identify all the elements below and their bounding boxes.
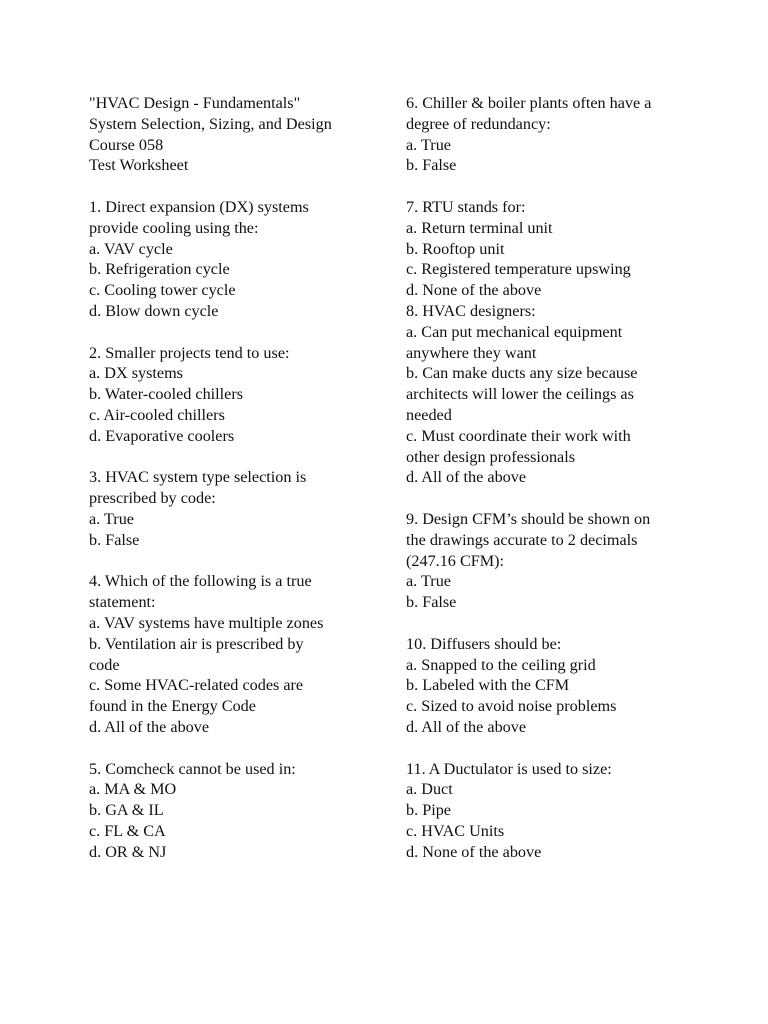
answer-option-text: b. Water-cooled chillers (89, 385, 244, 404)
left-question-list (89, 197, 389, 863)
spacer (406, 176, 706, 197)
answer-option (406, 821, 706, 842)
question-text: 4. Which of the following is a true (89, 572, 312, 591)
answer-option (89, 634, 389, 676)
answer-option-text: a. Return terminal unit (406, 218, 553, 237)
answer-option (89, 779, 389, 800)
answer-option-text: needed (406, 405, 452, 424)
answer-option-text: d. None of the above (406, 842, 542, 861)
question-text: 3. HVAC system type selection is (89, 468, 307, 487)
answer-option (89, 613, 389, 634)
answer-option (406, 571, 706, 592)
spacer (406, 488, 706, 509)
answer-option-text: a. True (406, 135, 451, 154)
answer-option (406, 592, 706, 613)
answer-option-text: a. Snapped to the ceiling grid (406, 655, 596, 674)
answer-option (406, 696, 706, 717)
question-9 (406, 509, 706, 613)
answer-option (406, 135, 706, 156)
answer-option-text: d. All of the above (89, 717, 210, 736)
answer-option (89, 384, 389, 405)
spacer (89, 551, 389, 572)
answer-option-text: d. Blow down cycle (89, 301, 219, 320)
question-text: 7. RTU stands for: (406, 197, 526, 216)
worksheet-header (89, 93, 389, 176)
spacer (89, 738, 389, 759)
question-text: 8. HVAC designers: (406, 301, 536, 320)
answer-option (406, 467, 706, 488)
answer-option-text: c. FL & CA (89, 821, 166, 840)
answer-option (89, 280, 389, 301)
answer-option-text: c. Registered temperature upswing (406, 260, 631, 279)
question-8 (406, 301, 706, 488)
answer-option-text: b. Pipe (406, 801, 451, 820)
answer-option-text: c. HVAC Units (406, 821, 505, 840)
answer-option-text: d. All of the above (406, 468, 527, 487)
answer-option-text: b. GA & IL (89, 801, 164, 820)
question-7 (406, 197, 706, 301)
answer-option-text: a. Duct (406, 780, 453, 799)
question-text: 9. Design CFM’s should be shown on (406, 509, 651, 528)
answer-option (406, 426, 706, 468)
answer-option-text: a. VAV cycle (89, 239, 173, 258)
answer-option-text: architects will lower the ceilings as (406, 385, 634, 404)
answer-option-text: a. True (406, 572, 451, 591)
question-2 (89, 343, 389, 447)
question-11 (406, 759, 706, 863)
spacer (406, 738, 706, 759)
answer-option (406, 675, 706, 696)
answer-option (406, 800, 706, 821)
question-6 (406, 93, 706, 176)
question-1 (89, 197, 389, 322)
answer-option (406, 155, 706, 176)
course-subtitle: System Selection, Sizing, and Design (89, 114, 332, 133)
question-text: the drawings accurate to 2 decimals (406, 530, 638, 549)
answer-option-text: a. True (89, 509, 134, 528)
answer-option-text: a. MA & MO (89, 780, 177, 799)
answer-option (89, 363, 389, 384)
question-text: 10. Diffusers should be: (406, 634, 562, 653)
answer-option (406, 717, 706, 738)
answer-option-text: b. Refrigeration cycle (89, 260, 230, 279)
left-column (89, 93, 389, 862)
answer-option-text: d. None of the above (406, 281, 542, 300)
answer-option (406, 259, 706, 280)
answer-option (406, 779, 706, 800)
answer-option-text: d. Evaporative coolers (89, 426, 235, 445)
answer-option-text: a. DX systems (89, 364, 183, 383)
question-text: 11. A Ductulator is used to size: (406, 759, 612, 778)
answer-option-text: a. VAV systems have multiple zones (89, 613, 324, 632)
spacer (89, 447, 389, 468)
question-5 (89, 759, 389, 863)
answer-option-text: b. False (406, 593, 457, 612)
spacer (89, 176, 389, 197)
answer-option (406, 363, 706, 425)
question-text: (247.16 CFM): (406, 551, 505, 570)
course-title: "HVAC Design - Fundamentals" (89, 94, 301, 112)
answer-option-text: c. Cooling tower cycle (89, 281, 236, 300)
right-question-list (406, 93, 706, 862)
question-text: 2. Smaller projects tend to use: (89, 343, 290, 362)
question-text: prescribed by code: (89, 489, 216, 508)
answer-option-text: b. Can make ducts any size because (406, 364, 638, 383)
worksheet-label: Test Worksheet (89, 156, 189, 175)
course-number: Course 058 (89, 135, 164, 154)
answer-option (406, 655, 706, 676)
question-text: statement: (89, 593, 156, 612)
answer-option (89, 239, 389, 260)
answer-option-text: c. Some HVAC-related codes are (89, 676, 304, 695)
answer-option-text: b. False (89, 530, 140, 549)
question-text: 6. Chiller & boiler plants often have a (406, 94, 652, 112)
answer-option-text: found in the Energy Code (89, 697, 256, 716)
question-text: 5. Comcheck cannot be used in: (89, 759, 296, 778)
answer-option (406, 280, 706, 301)
spacer (89, 322, 389, 343)
question-3 (89, 467, 389, 550)
answer-option-text: c. Must coordinate their work with (406, 426, 631, 445)
answer-option-text: b. Ventilation air is prescribed by (89, 634, 304, 653)
answer-option (89, 675, 389, 717)
answer-option-text: b. Rooftop unit (406, 239, 505, 258)
question-text: 1. Direct expansion (DX) systems (89, 197, 309, 216)
answer-option-text: b. False (406, 156, 457, 175)
spacer (406, 613, 706, 634)
answer-option (89, 821, 389, 842)
question-4 (89, 571, 389, 737)
answer-option (89, 800, 389, 821)
answer-option (89, 259, 389, 280)
answer-option-text: d. All of the above (406, 717, 527, 736)
question-text: degree of redundancy: (406, 114, 551, 133)
answer-option (406, 842, 706, 863)
answer-option (89, 509, 389, 530)
answer-option-text: a. Can put mechanical equipment (406, 322, 623, 341)
answer-option-text: code (89, 655, 120, 674)
answer-option (89, 426, 389, 447)
answer-option (406, 322, 706, 364)
answer-option-text: c. Sized to avoid noise problems (406, 697, 617, 716)
right-column (406, 93, 706, 862)
answer-option (89, 717, 389, 738)
answer-option-text: b. Labeled with the CFM (406, 676, 570, 695)
answer-option (406, 239, 706, 260)
answer-option (89, 301, 389, 322)
question-10 (406, 634, 706, 738)
answer-option-text: d. OR & NJ (89, 842, 167, 861)
answer-option (89, 530, 389, 551)
answer-option (89, 842, 389, 863)
answer-option (406, 218, 706, 239)
answer-option-text: c. Air-cooled chillers (89, 405, 225, 424)
answer-option-text: anywhere they want (406, 343, 537, 362)
answer-option-text: other design professionals (406, 447, 576, 466)
answer-option (89, 405, 389, 426)
question-text: provide cooling using the: (89, 218, 259, 237)
